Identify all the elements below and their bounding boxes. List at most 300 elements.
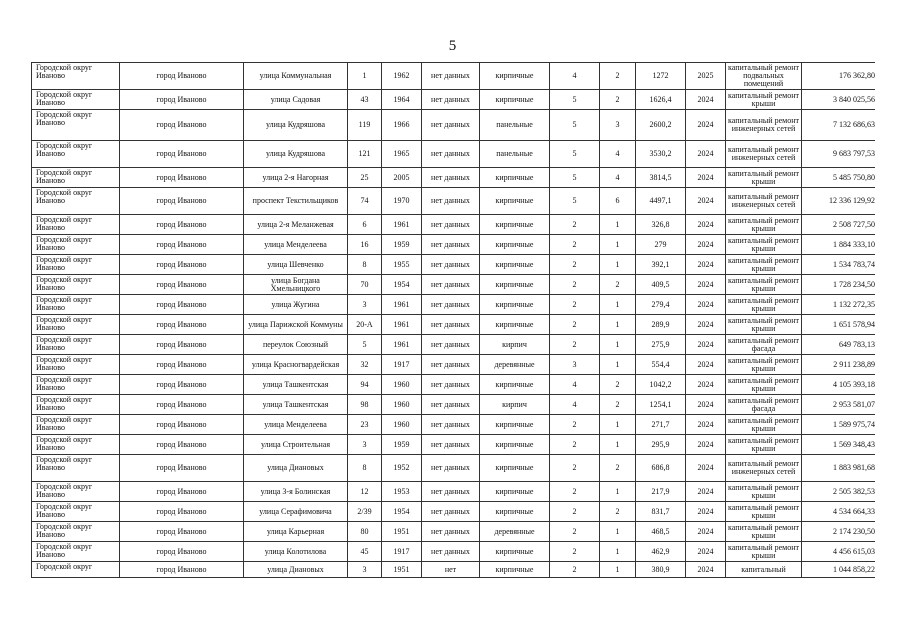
cell-floors: 4: [550, 375, 600, 395]
cell-entrances: 1: [600, 335, 636, 355]
cell-year-privatized: нет данных: [422, 415, 480, 435]
cell-year-built: 2005: [382, 168, 422, 188]
cell-district: Городской округ Иваново: [32, 455, 120, 482]
cell-work-type: капитальный ремонт крыши: [726, 315, 802, 335]
cell-work-type: капитальный ремонт инженерных сетей: [726, 110, 802, 141]
cell-area: 3530,2: [636, 141, 686, 168]
cell-cost: 2 505 382,53: [802, 482, 876, 502]
cell-cost: 649 783,13: [802, 335, 876, 355]
cell-district: Городской округ Иваново: [32, 255, 120, 275]
cell-year-built: 1961: [382, 335, 422, 355]
repair-program-table: [31, 62, 875, 578]
cell-repair-year: 2025: [686, 63, 726, 90]
cell-cost: 2 911 238,89: [802, 355, 876, 375]
cell-cost: 1 534 783,74: [802, 255, 876, 275]
table-row: [32, 188, 876, 215]
cell-house: 6: [348, 215, 382, 235]
cell-street: улица Менделеева: [244, 415, 348, 435]
cell-street: улица Серафимовича: [244, 502, 348, 522]
cell-floors: 2: [550, 295, 600, 315]
cell-wall-material: кирпичные: [480, 482, 550, 502]
cell-area: 2600,2: [636, 110, 686, 141]
cell-floors: 5: [550, 90, 600, 110]
table-row: [32, 395, 876, 415]
cell-cost: 4 534 664,33: [802, 502, 876, 522]
cell-entrances: 2: [600, 275, 636, 295]
cell-entrances: 1: [600, 235, 636, 255]
cell-cost: 1 044 858,22: [802, 562, 876, 578]
cell-wall-material: кирпичные: [480, 415, 550, 435]
cell-work-type: капитальный ремонт крыши: [726, 375, 802, 395]
cell-year-built: 1954: [382, 275, 422, 295]
cell-floors: 4: [550, 63, 600, 90]
cell-year-privatized: нет данных: [422, 255, 480, 275]
cell-house: 3: [348, 562, 382, 578]
cell-cost: 9 683 797,53: [802, 141, 876, 168]
cell-floors: 2: [550, 215, 600, 235]
cell-district: Городской округ Иваново: [32, 315, 120, 335]
cell-floors: 3: [550, 355, 600, 375]
cell-district: Городской округ Иваново: [32, 295, 120, 315]
cell-street: улица Богдана Хмельницкого: [244, 275, 348, 295]
cell-year-built: 1961: [382, 295, 422, 315]
cell-year-built: 1959: [382, 235, 422, 255]
cell-house: 23: [348, 415, 382, 435]
cell-area: 468,5: [636, 522, 686, 542]
cell-district: Городской округ Иваново: [32, 235, 120, 255]
cell-work-type: капитальный ремонт крыши: [726, 255, 802, 275]
cell-area: 326,8: [636, 215, 686, 235]
cell-work-type: капитальный ремонт инженерных сетей: [726, 188, 802, 215]
table-row: [32, 542, 876, 562]
cell-house: 80: [348, 522, 382, 542]
cell-year-privatized: нет данных: [422, 335, 480, 355]
cell-work-type: капитальный ремонт подвальных помещений: [726, 63, 802, 90]
cell-cost: 3 840 025,56: [802, 90, 876, 110]
cell-year-privatized: нет данных: [422, 542, 480, 562]
cell-city: город Иваново: [120, 275, 244, 295]
cell-entrances: 6: [600, 188, 636, 215]
cell-street: переулок Союзный: [244, 335, 348, 355]
cell-area: 4497,1: [636, 188, 686, 215]
cell-area: 275,9: [636, 335, 686, 355]
cell-city: город Иваново: [120, 522, 244, 542]
cell-district: Городской округ Иваново: [32, 335, 120, 355]
cell-year-built: 1961: [382, 315, 422, 335]
cell-house: 121: [348, 141, 382, 168]
cell-house: 74: [348, 188, 382, 215]
cell-area: 1042,2: [636, 375, 686, 395]
cell-wall-material: панельные: [480, 110, 550, 141]
table-row: [32, 255, 876, 275]
cell-cost: 2 174 230,50: [802, 522, 876, 542]
table-row: [32, 435, 876, 455]
cell-area: 554,4: [636, 355, 686, 375]
cell-year-privatized: нет данных: [422, 502, 480, 522]
cell-house: 70: [348, 275, 382, 295]
cell-year-built: 1959: [382, 435, 422, 455]
cell-cost: 1 728 234,50: [802, 275, 876, 295]
cell-district: Городской округ Иваново: [32, 168, 120, 188]
cell-wall-material: кирпичные: [480, 435, 550, 455]
cell-district: Городской округ Иваново: [32, 110, 120, 141]
cell-house: 20-А: [348, 315, 382, 335]
cell-area: 409,5: [636, 275, 686, 295]
cell-floors: 2: [550, 455, 600, 482]
cell-entrances: 1: [600, 522, 636, 542]
cell-entrances: 1: [600, 255, 636, 275]
cell-wall-material: кирпичные: [480, 562, 550, 578]
cell-cost: 5 485 750,80: [802, 168, 876, 188]
cell-repair-year: 2024: [686, 435, 726, 455]
cell-district: Городской округ Иваново: [32, 188, 120, 215]
cell-repair-year: 2024: [686, 90, 726, 110]
cell-wall-material: кирпич: [480, 335, 550, 355]
cell-house: 5: [348, 335, 382, 355]
table-body: [32, 63, 876, 578]
cell-repair-year: 2024: [686, 355, 726, 375]
cell-repair-year: 2024: [686, 315, 726, 335]
cell-repair-year: 2024: [686, 110, 726, 141]
cell-district: Городской округ Иваново: [32, 63, 120, 90]
cell-district: Городской округ Иваново: [32, 395, 120, 415]
cell-area: 3814,5: [636, 168, 686, 188]
cell-floors: 2: [550, 415, 600, 435]
cell-house: 98: [348, 395, 382, 415]
cell-district: Городской округ: [32, 562, 120, 578]
cell-floors: 5: [550, 141, 600, 168]
page-number: 5: [448, 38, 457, 54]
cell-street: улица Ташкентская: [244, 395, 348, 415]
cell-wall-material: кирпичные: [480, 375, 550, 395]
table-row: [32, 482, 876, 502]
cell-work-type: капитальный ремонт фасада: [726, 395, 802, 415]
cell-street: улица Диановых: [244, 562, 348, 578]
cell-year-privatized: нет данных: [422, 215, 480, 235]
cell-year-built: 1960: [382, 375, 422, 395]
cell-floors: 2: [550, 435, 600, 455]
cell-cost: 4 456 615,03: [802, 542, 876, 562]
cell-year-built: 1964: [382, 90, 422, 110]
cell-year-built: 1953: [382, 482, 422, 502]
cell-street: улица 3-я Болинская: [244, 482, 348, 502]
cell-wall-material: кирпичные: [480, 502, 550, 522]
cell-year-built: 1955: [382, 255, 422, 275]
table-row: [32, 141, 876, 168]
cell-area: 392,1: [636, 255, 686, 275]
cell-year-built: 1965: [382, 141, 422, 168]
cell-repair-year: 2024: [686, 255, 726, 275]
cell-year-built: 1951: [382, 522, 422, 542]
cell-work-type: капитальный ремонт крыши: [726, 215, 802, 235]
cell-work-type: капитальный ремонт крыши: [726, 435, 802, 455]
cell-cost: 1 883 981,68: [802, 455, 876, 482]
cell-cost: 7 132 686,63: [802, 110, 876, 141]
cell-district: Городской округ Иваново: [32, 141, 120, 168]
cell-house: 25: [348, 168, 382, 188]
cell-year-built: 1966: [382, 110, 422, 141]
table-row: [32, 235, 876, 255]
table-row: [32, 315, 876, 335]
cell-city: город Иваново: [120, 90, 244, 110]
cell-work-type: капитальный ремонт крыши: [726, 502, 802, 522]
cell-house: 2/39: [348, 502, 382, 522]
cell-city: город Иваново: [120, 435, 244, 455]
cell-entrances: 1: [600, 482, 636, 502]
cell-district: Городской округ Иваново: [32, 502, 120, 522]
cell-floors: 2: [550, 235, 600, 255]
cell-city: город Иваново: [120, 562, 244, 578]
cell-repair-year: 2024: [686, 455, 726, 482]
cell-year-privatized: нет данных: [422, 455, 480, 482]
cell-street: улица 2-я Нагорная: [244, 168, 348, 188]
cell-work-type: капитальный ремонт крыши: [726, 275, 802, 295]
table-row: [32, 63, 876, 90]
cell-house: 1: [348, 63, 382, 90]
cell-district: Городской округ Иваново: [32, 482, 120, 502]
cell-city: город Иваново: [120, 215, 244, 235]
cell-city: город Иваново: [120, 141, 244, 168]
cell-area: 279: [636, 235, 686, 255]
cell-year-privatized: нет данных: [422, 235, 480, 255]
cell-work-type: капитальный ремонт крыши: [726, 542, 802, 562]
cell-city: город Иваново: [120, 455, 244, 482]
cell-area: 1272: [636, 63, 686, 90]
cell-work-type: капитальный ремонт крыши: [726, 522, 802, 542]
cell-year-privatized: нет данных: [422, 188, 480, 215]
cell-cost: 2 508 727,50: [802, 215, 876, 235]
cell-repair-year: 2024: [686, 542, 726, 562]
cell-year-privatized: нет данных: [422, 482, 480, 502]
cell-district: Городской округ Иваново: [32, 90, 120, 110]
table-row: [32, 502, 876, 522]
cell-floors: 2: [550, 542, 600, 562]
cell-district: Городской округ Иваново: [32, 435, 120, 455]
cell-work-type: капитальный ремонт инженерных сетей: [726, 141, 802, 168]
cell-year-privatized: нет данных: [422, 375, 480, 395]
cell-house: 12: [348, 482, 382, 502]
cell-wall-material: кирпичные: [480, 235, 550, 255]
table-row: [32, 90, 876, 110]
cell-area: 217,9: [636, 482, 686, 502]
cell-house: 32: [348, 355, 382, 375]
cell-year-privatized: нет данных: [422, 275, 480, 295]
cell-city: город Иваново: [120, 395, 244, 415]
cell-area: 295,9: [636, 435, 686, 455]
cell-entrances: 1: [600, 315, 636, 335]
cell-year-privatized: нет данных: [422, 295, 480, 315]
cell-cost: 12 336 129,92: [802, 188, 876, 215]
cell-floors: 2: [550, 255, 600, 275]
cell-house: 16: [348, 235, 382, 255]
cell-floors: 2: [550, 522, 600, 542]
cell-year-privatized: нет данных: [422, 435, 480, 455]
cell-year-privatized: нет данных: [422, 355, 480, 375]
table-row: [32, 215, 876, 235]
cell-year-privatized: нет данных: [422, 141, 480, 168]
cell-work-type: капитальный: [726, 562, 802, 578]
cell-wall-material: кирпичные: [480, 90, 550, 110]
cell-work-type: капитальный ремонт крыши: [726, 90, 802, 110]
cell-wall-material: кирпич: [480, 395, 550, 415]
cell-city: город Иваново: [120, 482, 244, 502]
cell-house: 8: [348, 255, 382, 275]
cell-city: город Иваново: [120, 63, 244, 90]
cell-repair-year: 2024: [686, 188, 726, 215]
cell-year-built: 1961: [382, 215, 422, 235]
cell-repair-year: 2024: [686, 522, 726, 542]
cell-house: 3: [348, 295, 382, 315]
cell-street: улица Диановых: [244, 455, 348, 482]
cell-wall-material: кирпичные: [480, 168, 550, 188]
cell-year-built: 1951: [382, 562, 422, 578]
cell-city: город Иваново: [120, 415, 244, 435]
cell-year-built: 1954: [382, 502, 422, 522]
cell-street: улица 2-я Меланжевая: [244, 215, 348, 235]
cell-year-privatized: нет: [422, 562, 480, 578]
table-row: [32, 415, 876, 435]
cell-cost: 2 953 581,07: [802, 395, 876, 415]
cell-district: Городской округ Иваново: [32, 215, 120, 235]
cell-area: 1254,1: [636, 395, 686, 415]
cell-entrances: 1: [600, 542, 636, 562]
cell-repair-year: 2024: [686, 395, 726, 415]
cell-city: город Иваново: [120, 168, 244, 188]
cell-entrances: 1: [600, 562, 636, 578]
cell-repair-year: 2024: [686, 562, 726, 578]
table-row: [32, 295, 876, 315]
cell-wall-material: кирпичные: [480, 315, 550, 335]
cell-year-built: 1960: [382, 415, 422, 435]
cell-entrances: 1: [600, 415, 636, 435]
cell-street: улица Красногвардейская: [244, 355, 348, 375]
cell-wall-material: кирпичные: [480, 255, 550, 275]
cell-entrances: 4: [600, 168, 636, 188]
table-row: [32, 275, 876, 295]
cell-district: Городской округ Иваново: [32, 375, 120, 395]
cell-wall-material: кирпичные: [480, 295, 550, 315]
cell-floors: 5: [550, 110, 600, 141]
repair-program-table-container: [31, 62, 875, 593]
cell-work-type: капитальный ремонт крыши: [726, 168, 802, 188]
table-row: [32, 335, 876, 355]
cell-year-privatized: нет данных: [422, 522, 480, 542]
table-row: [32, 562, 876, 578]
cell-entrances: 4: [600, 141, 636, 168]
cell-year-built: 1970: [382, 188, 422, 215]
cell-cost: 1 589 975,74: [802, 415, 876, 435]
cell-city: город Иваново: [120, 110, 244, 141]
cell-wall-material: панельные: [480, 141, 550, 168]
cell-area: 380,9: [636, 562, 686, 578]
cell-street: улица Коммунальная: [244, 63, 348, 90]
cell-repair-year: 2024: [686, 215, 726, 235]
cell-house: 8: [348, 455, 382, 482]
cell-city: город Иваново: [120, 188, 244, 215]
cell-entrances: 3: [600, 110, 636, 141]
cell-work-type: капитальный ремонт крыши: [726, 355, 802, 375]
cell-floors: 2: [550, 482, 600, 502]
cell-street: улица Строительная: [244, 435, 348, 455]
cell-city: город Иваново: [120, 315, 244, 335]
cell-entrances: 2: [600, 90, 636, 110]
cell-area: 271,7: [636, 415, 686, 435]
cell-house: 119: [348, 110, 382, 141]
cell-entrances: 2: [600, 502, 636, 522]
cell-house: 94: [348, 375, 382, 395]
cell-city: город Иваново: [120, 235, 244, 255]
cell-wall-material: кирпичные: [480, 188, 550, 215]
cell-year-built: 1917: [382, 355, 422, 375]
cell-entrances: 2: [600, 395, 636, 415]
table-row: [32, 455, 876, 482]
cell-work-type: капитальный ремонт крыши: [726, 415, 802, 435]
cell-year-built: 1962: [382, 63, 422, 90]
cell-repair-year: 2024: [686, 415, 726, 435]
cell-entrances: 1: [600, 215, 636, 235]
cell-floors: 2: [550, 335, 600, 355]
cell-wall-material: кирпичные: [480, 215, 550, 235]
cell-repair-year: 2024: [686, 141, 726, 168]
cell-work-type: капитальный ремонт инженерных сетей: [726, 455, 802, 482]
cell-cost: 4 105 393,18: [802, 375, 876, 395]
cell-floors: 2: [550, 562, 600, 578]
cell-district: Городской округ Иваново: [32, 522, 120, 542]
cell-area: 1626,4: [636, 90, 686, 110]
cell-wall-material: кирпичные: [480, 275, 550, 295]
cell-wall-material: кирпичные: [480, 63, 550, 90]
cell-street: улица Парижской Коммуны: [244, 315, 348, 335]
cell-year-privatized: нет данных: [422, 315, 480, 335]
cell-house: 3: [348, 435, 382, 455]
cell-repair-year: 2024: [686, 235, 726, 255]
cell-street: улица Кудряшова: [244, 141, 348, 168]
cell-entrances: 2: [600, 375, 636, 395]
cell-district: Городской округ Иваново: [32, 275, 120, 295]
table-row: [32, 168, 876, 188]
cell-area: 462,9: [636, 542, 686, 562]
cell-area: 279,4: [636, 295, 686, 315]
cell-street: улица Колотилова: [244, 542, 348, 562]
table-row: [32, 522, 876, 542]
cell-work-type: капитальный ремонт крыши: [726, 235, 802, 255]
table-row: [32, 375, 876, 395]
cell-floors: 2: [550, 275, 600, 295]
cell-cost: 1 884 333,10: [802, 235, 876, 255]
cell-house: 45: [348, 542, 382, 562]
cell-year-privatized: нет данных: [422, 90, 480, 110]
cell-year-privatized: нет данных: [422, 168, 480, 188]
cell-wall-material: кирпичные: [480, 542, 550, 562]
cell-repair-year: 2024: [686, 375, 726, 395]
cell-street: улица Садовая: [244, 90, 348, 110]
cell-floors: 2: [550, 502, 600, 522]
cell-repair-year: 2024: [686, 502, 726, 522]
cell-street: улица Кудряшова: [244, 110, 348, 141]
cell-city: город Иваново: [120, 355, 244, 375]
cell-wall-material: кирпичные: [480, 455, 550, 482]
cell-area: 686,8: [636, 455, 686, 482]
cell-repair-year: 2024: [686, 482, 726, 502]
cell-work-type: капитальный ремонт фасада: [726, 335, 802, 355]
cell-floors: 5: [550, 188, 600, 215]
cell-floors: 2: [550, 315, 600, 335]
cell-year-built: 1917: [382, 542, 422, 562]
cell-area: 831,7: [636, 502, 686, 522]
cell-city: город Иваново: [120, 335, 244, 355]
cell-year-built: 1960: [382, 395, 422, 415]
cell-year-built: 1952: [382, 455, 422, 482]
